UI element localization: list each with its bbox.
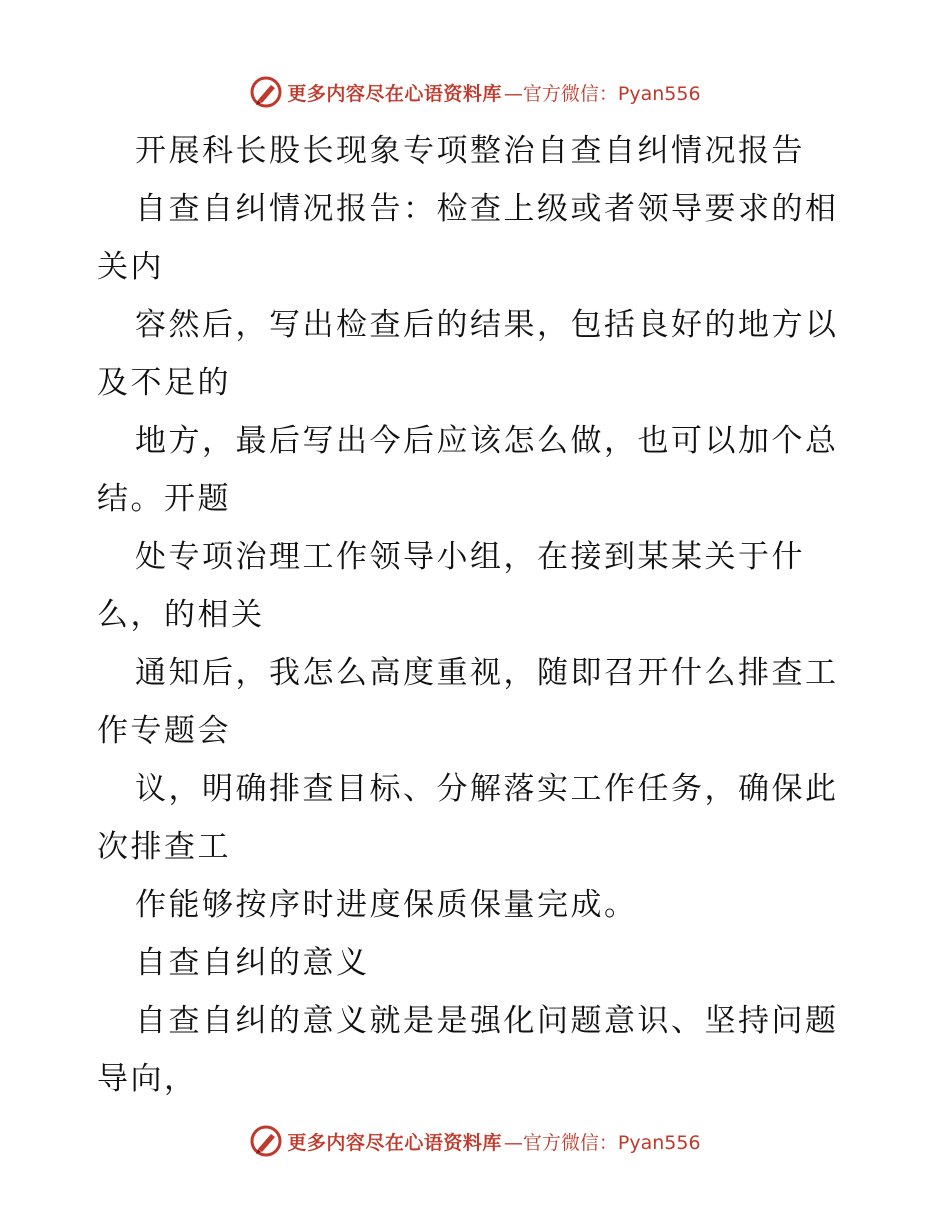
footer-contact-text: —官方微信：Pyan556 (503, 1131, 701, 1154)
document-line: 关内 (97, 249, 164, 285)
header-brand-text: 更多内容尽在心语资料库 (287, 82, 502, 105)
document-line: 次排查工 (97, 829, 231, 865)
pen-logo-icon (249, 75, 283, 109)
document-line: 地方，最后写出今后应该怎么做，也可以加个总 (135, 423, 839, 459)
header-contact-text: —官方微信：Pyan556 (503, 82, 701, 105)
document-title: 开展科长股长现象专项整治自查自纠情况报告 (135, 133, 805, 169)
document-line: 自查自纠的意义 (135, 945, 370, 981)
document-line: 作专题会 (97, 713, 231, 749)
pen-logo-icon (249, 1124, 283, 1158)
document-line: 处专项治理工作领导小组，在接到某某关于什 (135, 539, 805, 575)
footer-brand-text: 更多内容尽在心语资料库 (287, 1131, 502, 1154)
document-line: 么，的相关 (97, 597, 265, 633)
document-line: 自查自纠情况报告：检查上级或者领导要求的相 (135, 191, 839, 227)
document-line: 结。开题 (97, 481, 231, 517)
document-line: 作能够按序时进度保质保量完成。 (135, 887, 638, 923)
document-body (97, 122, 857, 1108)
document-line: 议，明确排查目标、分解落实工作任务，确保此 (135, 771, 839, 807)
footer-banner (0, 1121, 950, 1161)
document-lines (97, 180, 857, 1108)
document-line: 容然后，写出检查后的结果，包括良好的地方以 (135, 307, 839, 343)
header-banner (0, 72, 950, 112)
document-line: 通知后，我怎么高度重视，随即召开什么排查工 (135, 655, 839, 691)
document-line: 及不足的 (97, 365, 231, 401)
document-line: 导向， (97, 1061, 198, 1097)
document-line: 自查自纠的意义就是是强化问题意识、坚持问题 (135, 1003, 839, 1039)
